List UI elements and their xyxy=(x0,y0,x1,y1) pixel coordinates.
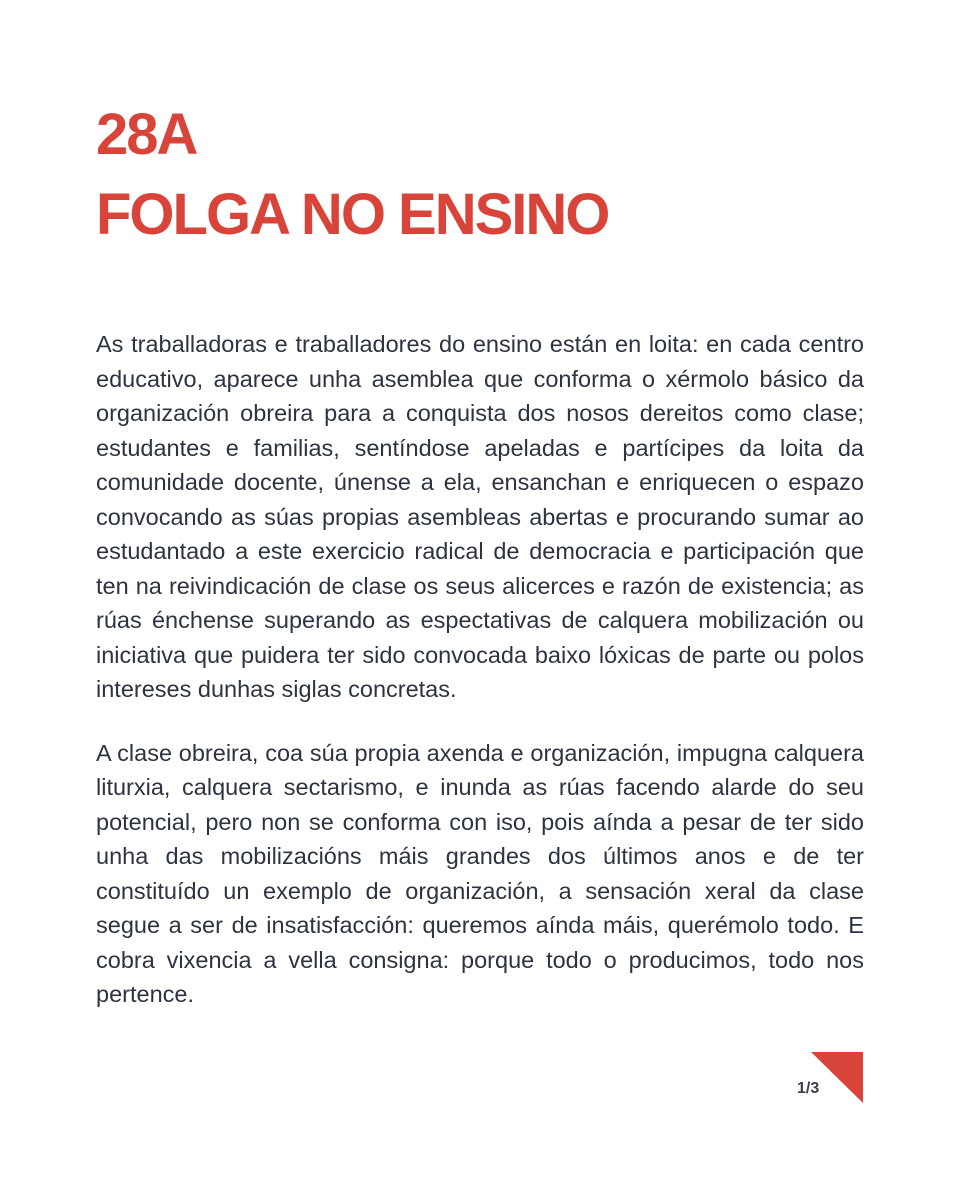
paragraph-1: As traballadoras e traballadores do ensino están en loita: en cada centro educativo, aparece unha asemblea que conforma o xérmolo básico da organización obreira para a conquista dos nosos dereitos como clase; estudantes e familias, sentíndose apeladas e partícipes da loita da comunidade docente, únense a ela, ensanchan e enriquecen o espazo convocando as súas propias asembleas abertas e procurando sumar ao estudantado a este exercicio radical de democracia e participación que ten na reivindicación de clase os seus alicerces e razón de existencia; as rúas énchense superando as espectativas de calquera mobilización ou iniciativa que puidera ter sido convocada baixo lóxicas de parte ou polos intereses dunhas siglas concretas. xyxy=(96,331,864,702)
title-line-date: 28A xyxy=(96,102,197,167)
title-line-headline: FOLGA NO ENSINO xyxy=(96,182,609,247)
page-number: 1/3 xyxy=(797,1080,820,1097)
page-title xyxy=(96,95,876,255)
article-body xyxy=(96,327,864,1041)
paragraph-2: A clase obreira, coa súa propia axenda e organización, impugna calquera liturxia, calquera sectarismo, e inunda as rúas facendo alarde do seu potencial, pero non se conforma con iso, pois aínda a pesar de ter sido unha das mobilizacións máis grandes dos últimos anos e de ter constituído un exemplo de organización, a sensación xeral da clase segue a ser de insatisfacción: queremos aínda máis, querémolo todo. E cobra vixencia a vella consigna: porque todo o producimos, todo nos pertence. xyxy=(96,739,864,1007)
